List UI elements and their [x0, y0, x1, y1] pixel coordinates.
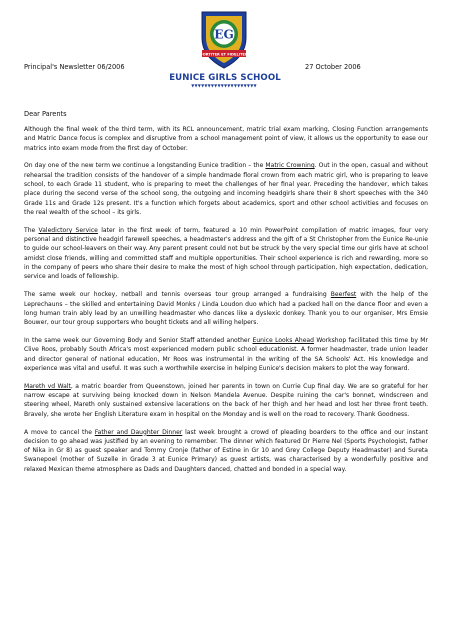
salutation: Dear Parents [24, 110, 67, 118]
underlined-heading: Mareth vd Walt [24, 382, 71, 390]
newsletter-title: Principal's Newsletter 06/2006 [24, 63, 125, 71]
paragraph [24, 161, 428, 217]
letter-body [24, 125, 428, 483]
text-segment: The [24, 226, 39, 234]
newsletter-date: 27 October 2006 [305, 63, 361, 71]
decorative-triangle-row: ▼▼▼▼▼▼▼▼▼▼▼▼▼▼▼▼▼▼▼▼ [191, 83, 257, 88]
paragraph [24, 290, 428, 327]
text-segment: with the help of the Leprechauns – the skilled and entertaining David Monks / Linda Loudon duo which had a packed hall on the dance floor and even a long human train ably lead by an unwilling headmaster who dances like a dyslexic donkey. Thank you to our organiser, Mrs Emsie Bouwer, our tour group supporters who bought tickets and all willing helpers. [24, 291, 429, 327]
underlined-heading: Valedictory Service [38, 226, 98, 234]
school-crest-logo [196, 8, 252, 70]
text-segment: On day one of the new term we continue a longstanding Eunice tradition – the [24, 162, 266, 170]
paragraph [24, 336, 428, 373]
text-segment: Although the final week of the third term, with its RCL announcement, matric trial exam marking, Closing Function arrangements and Matric Dance focus is complex and disruptive from a school management point of view, it allows us the opportunity to ease our matrics into exam mode from the first day of October. [24, 126, 428, 152]
text-segment: The same week our hockey, netball and tennis overseas tour group arranged a fundraising [24, 291, 331, 299]
text-segment: A move to cancel the [24, 428, 95, 436]
underlined-heading: Matric Crowning [265, 162, 315, 170]
svg-text:EG: EG [214, 27, 234, 42]
underlined-heading: Eunice Looks Ahead [252, 337, 314, 345]
paragraph [24, 428, 428, 474]
text-segment: , a matric boarder from Queenstown, joined her parents in town on Currie Cup final day. We are so grateful for her narrow escape at surviving being knocked down in Nelson Mandela Avenue. Despite ruining the car's bonnet, windscreen and steering wheel, Mareth only sustained extensive lacerations on the back of her thigh and her head and lost her three front teeth. Bravely, she wrote her English Literature exam in hospital on the Monday and is well on the road to recovery. Thank Goodness. [24, 382, 429, 418]
underlined-heading: Father and Daughter Dinner [94, 428, 183, 436]
text-segment: later in the first week of term, featured a 10 min PowerPoint compilation of matric images, four very personal and distinctive headgirl farewell speeches, a headmaster's address and the gift of a St Christopher from the Eunice Re-unie to guide our school-leavers on their way. Any parent present could not but be struck by the very special time our girls have at school amidst close friends, willing and committed staff and multiple opportunities. Their school experience is rich and rewarding, more so in the company of peers who share their desire to make the most of high school through participation, high expectation, dedication, service and loads of fellowship. [24, 226, 429, 281]
paragraph [24, 125, 428, 153]
svg-text:FORTITER ET FIDELITER: FORTITER ET FIDELITER [200, 52, 248, 57]
paragraph [24, 226, 428, 282]
text-segment: Workshop facilitated this time by Mr Clive Roos, probably South Africa's most experienced modern public school educationist. A former headmaster, trade union leader and director general of national education, Mr Roos was instrumental in the writing of the SA Schools' Act. His knowledge and experience was vital and useful. It was such a worthwhile exercise in helping Eunice's decision makers to plot the way forward. [24, 337, 428, 372]
text-segment: . Out in the open, casual and without rehearsal the tradition consists of the handover of a simple handmade floral crown from each matric girl, who is preparing to leave school, to each Grade 11 student, who is preparing to meet the challenges of her final year. Preceding the handover, which takes place during the second verse of the school song, the outgoing and incoming headgirls share their 8 short speeches with the 340 Grade 11s and Grade 12s present. It's a function which forgets about academics, sport and other school activities and focuses on the real wealth of the school – its girls. [24, 162, 428, 216]
school-name: EUNICE GIRLS SCHOOL [169, 73, 281, 83]
text-segment: last week brought a crowd of pleading boarders to the office and our instant decision to go ahead was justified by an evening to remember. The dinner which featured Dr Pierre Nel (Sports Psychologist, father of Nika in Gr 8) as guest speaker and Tommy Cronje (father of Estine in Gr 10 and Grey College Deputy Headmaster) and Sureta Swanepoel (mother of Suzelle in Grade 3 at Eunice Primary) as guest artists, was characterised by a wonderfully positive and relaxed Mexican theme atmosphere as Dads and Daughters danced, chatted and bonded in a special way. [24, 428, 428, 473]
underlined-heading: Beerfest [330, 291, 357, 299]
text-segment: In the same week our Governing Body and Senior Staff attended another [24, 337, 253, 345]
paragraph [24, 382, 428, 419]
